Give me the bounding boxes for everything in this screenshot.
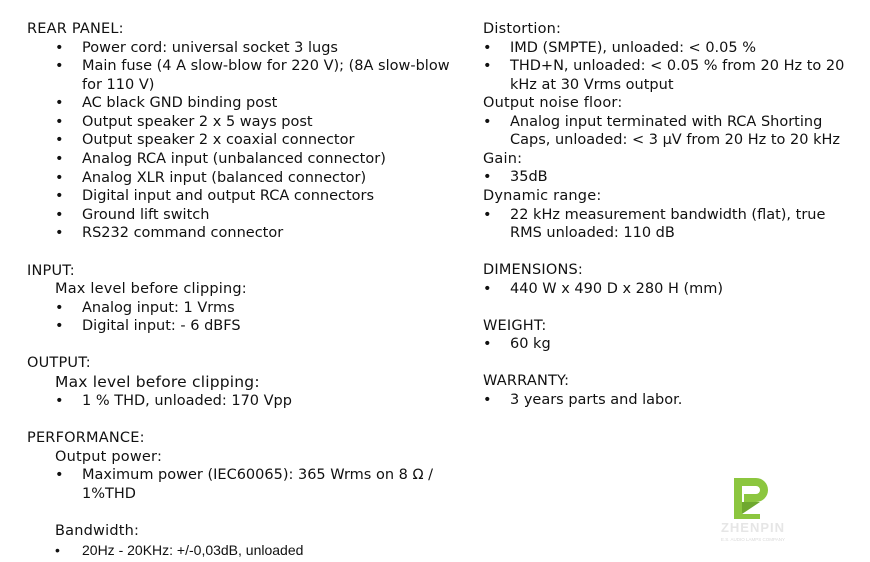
- output-list: [27, 392, 457, 411]
- output-heading: OUTPUT:: [27, 355, 91, 372]
- output-subheading: Max level before clipping:: [55, 372, 260, 391]
- list-item: • Power cord: universal socket 3 lugs: [55, 39, 338, 56]
- bullet: •: [55, 393, 64, 410]
- list-item: • Ground lift switch: [55, 206, 210, 223]
- list-item: • Main fuse (4 A slow-blow for 220 V); (8A slow-blow for 110 V): [55, 58, 450, 93]
- noise-floor-list: [483, 113, 853, 150]
- list-item: • 35dB: [483, 169, 548, 186]
- list-item: • Analog input terminated with RCA Shorting Caps, unloaded: < 3 μV from 20 Hz to 20 kHz: [483, 113, 840, 149]
- gain-list: [483, 168, 853, 187]
- list-item: • Digital input: - 6 dBFS: [55, 318, 241, 335]
- list-item: • Output speaker 2 x 5 ways post: [55, 113, 313, 130]
- dimensions-list: [483, 280, 853, 299]
- list-item: • THD+N, unloaded: < 0.05 % from 20 Hz to 20 kHz at 30 Vrms output: [483, 58, 845, 93]
- bullet: •: [483, 39, 492, 56]
- bullet: •: [55, 188, 64, 205]
- bullet: •: [483, 391, 492, 408]
- bullet: •: [55, 225, 64, 242]
- bullet: •: [55, 318, 64, 335]
- list-item: • Analog input: 1 Vrms: [55, 299, 235, 316]
- bullet: •: [55, 113, 64, 130]
- zhenpin-logo: [698, 474, 808, 546]
- bandwidth-subheading: Bandwidth:: [55, 523, 140, 539]
- bullet: •: [55, 132, 64, 149]
- right-column: [483, 20, 853, 410]
- logo-tagline: E.S. AUDIO LAMPS COMPANY: [721, 537, 785, 542]
- rear-panel-list: [27, 39, 457, 244]
- distortion-list: [483, 39, 853, 95]
- bullet: •: [483, 206, 492, 223]
- gain-heading: Gain:: [483, 150, 523, 167]
- weight-heading: WEIGHT:: [483, 317, 547, 334]
- list-item: • RS232 command connector: [55, 225, 284, 242]
- bullet: •: [55, 151, 64, 168]
- bullet: •: [55, 169, 64, 186]
- warranty-heading: WARRANTY:: [483, 373, 570, 390]
- list-item: • 1 % THD, unloaded: 170 Vpp: [55, 393, 292, 410]
- list-item: • 440 W x 490 D x 280 H (mm): [483, 280, 724, 297]
- input-subheading: Max level before clipping:: [55, 281, 247, 298]
- performance-heading: PERFORMANCE:: [27, 430, 145, 447]
- zhenpin-logo-icon: [698, 474, 808, 546]
- bullet: •: [483, 58, 492, 75]
- list-item: • Maximum power (IEC60065): 365 Wrms on 8 Ω / 1%THD: [55, 467, 434, 502]
- bandwidth-list: [27, 541, 457, 560]
- bullet: •: [55, 206, 64, 223]
- bullet: •: [55, 299, 64, 316]
- dynamic-range-heading: Dynamic range:: [483, 188, 602, 205]
- input-list: [27, 299, 457, 336]
- bullet: •: [483, 336, 492, 353]
- warranty-list: [483, 391, 853, 410]
- list-item: • Digital input and output RCA connectors: [55, 188, 375, 205]
- distortion-heading: Distortion:: [483, 21, 562, 37]
- bullet: •: [55, 39, 64, 56]
- bullet: •: [55, 467, 64, 484]
- list-item: • 3 years parts and labor.: [483, 391, 683, 408]
- output-power-subheading: Output power:: [55, 448, 163, 465]
- bullet: •: [55, 58, 64, 75]
- left-column: [27, 20, 457, 559]
- list-item: • Analog RCA input (unbalanced connector): [55, 151, 386, 168]
- dynamic-range-list: [483, 206, 853, 243]
- list-item: • Output speaker 2 x coaxial connector: [55, 132, 355, 149]
- logo-wordmark: ZHENPIN: [720, 520, 786, 535]
- bullet: •: [55, 95, 64, 112]
- noise-floor-heading: Output noise floor:: [483, 95, 623, 112]
- bullet: •: [483, 169, 492, 186]
- list-item: • Analog XLR input (balanced connector): [55, 169, 367, 186]
- input-heading: INPUT:: [27, 262, 75, 279]
- bullet: •: [483, 280, 492, 297]
- list-item: • 20Hz - 20KHz: +/-0,03dB, unloaded: [55, 541, 304, 558]
- list-item: • IMD (SMPTE), unloaded: < 0.05 %: [483, 39, 756, 56]
- list-item: • AC black GND binding post: [55, 95, 278, 112]
- dimensions-heading: DIMENSIONS:: [483, 262, 583, 279]
- weight-list: [483, 335, 853, 354]
- bullet: •: [483, 113, 492, 130]
- list-item: • 22 kHz measurement bandwidth (flat), true RMS unloaded: 110 dB: [483, 206, 826, 242]
- list-item: • 60 kg: [483, 336, 551, 353]
- output-power-list: [27, 466, 457, 503]
- bullet: •: [55, 541, 60, 558]
- rear-panel-heading: REAR PANEL:: [27, 21, 124, 37]
